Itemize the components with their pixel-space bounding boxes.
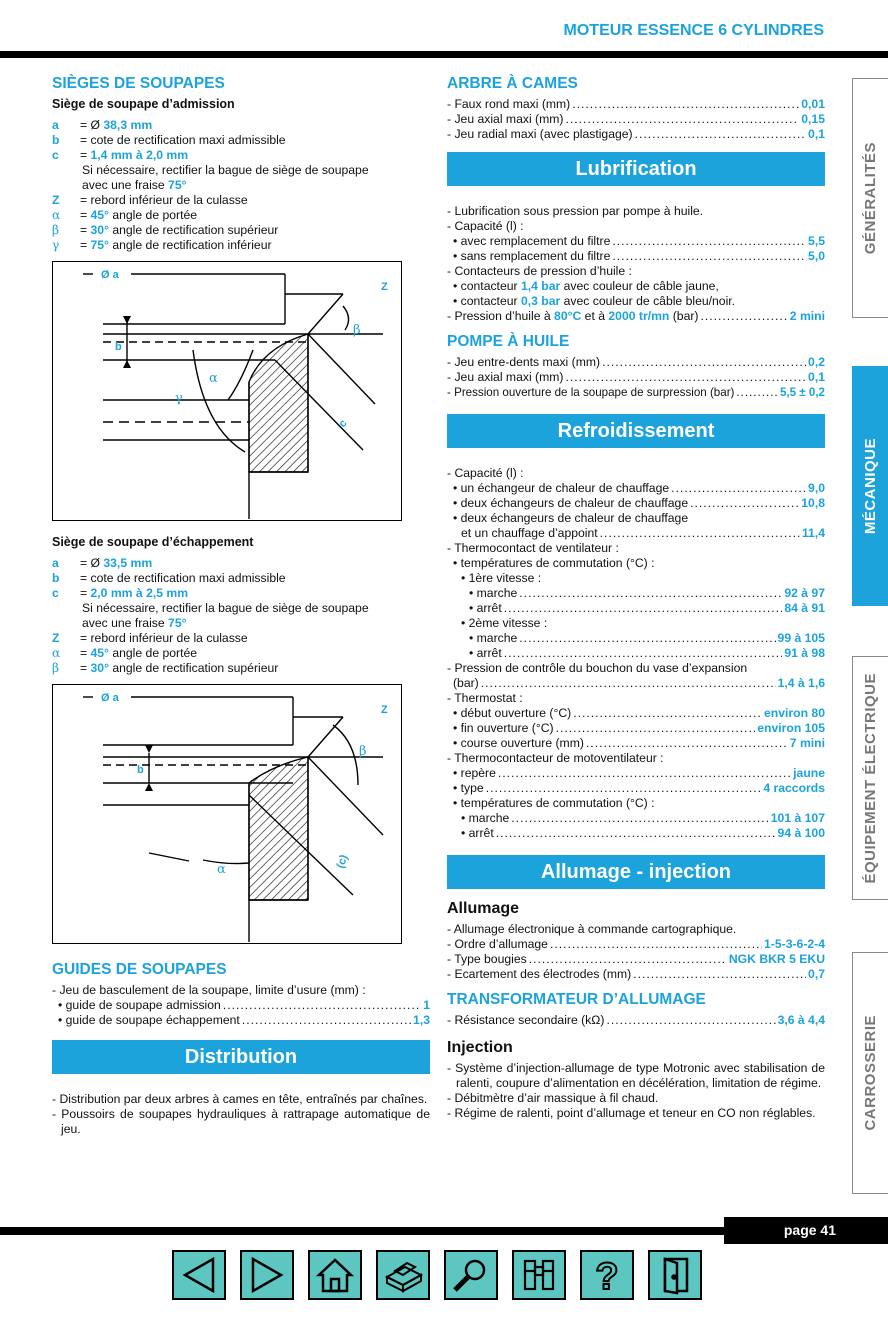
help-icon — [585, 1255, 629, 1295]
ref-row: • arrêt ..... 94 à 100 — [447, 826, 825, 841]
ref-row: • type ..... 4 raccords — [447, 781, 825, 796]
print-icon — [381, 1255, 425, 1295]
ref-row: • deux échangeurs de chaleur de chauffage ..... 10,8 — [447, 496, 825, 511]
ref-row: • marche ..... 101 à 107 — [447, 811, 825, 826]
diagram2-label-z: Z — [381, 704, 388, 716]
side-tab-carrosserie[interactable]: CARROSSERIE — [852, 952, 888, 1194]
lub-line: - Lubrification sous pression par pompe à huile. — [447, 204, 704, 218]
admission-seat-drawing — [53, 262, 400, 519]
search-icon — [449, 1255, 493, 1295]
section-band-allumage-injection: Allumage - injection — [447, 855, 825, 889]
section-title-guides: GUIDES DE SOUPAPES — [52, 961, 227, 978]
ref-row: • arrêt ..... 84 à 91 — [447, 601, 825, 616]
ref-row: • fin ouverture (°C) ..... environ 105 — [447, 721, 825, 736]
lub-pression: - Pression d’huile à 80°C et à 2000 tr/mn (bar) ..... 2 mini — [447, 309, 825, 324]
ref-row: • un échangeur de chaleur de chauffage ..... 9,0 — [447, 481, 825, 496]
arbre-row: - Faux rond maxi (mm) ..... 0,01 — [447, 97, 825, 112]
ref-row: • course ouverture (mm) ..... 7 mini — [447, 736, 825, 751]
ref-row: • repère ..... jaune — [447, 766, 825, 781]
ref-row: (bar) ..... 1,4 à 1,6 — [447, 676, 825, 691]
lub-row-sans: • sans remplacement du filtre ..... 5,0 — [447, 249, 825, 264]
lub-row-avec: • avec remplacement du filtre ..... 5,5 — [447, 234, 825, 249]
side-tab-generalites[interactable]: GÉNÉRALITÉS — [852, 78, 888, 318]
diagram-label-beta: β — [353, 323, 361, 338]
diagram2-label-c: (c) — [334, 853, 351, 871]
lub-contacteurs: - Contacteurs de pression d’huile : — [447, 264, 632, 278]
lub-contacteur-2: • contacteur 0,3 bar avec couleur de câble bleu/noir. — [453, 294, 736, 308]
diagram-label-oa: Ø a — [101, 269, 119, 281]
injection-line: - Régime de ralenti, point d’allumage et teneur en CO non réglables. — [447, 1106, 816, 1120]
section-title-arbre: ARBRE À CAMES — [447, 75, 578, 92]
navigation-toolbar — [172, 1250, 702, 1300]
document-header-title: MOTEUR ESSENCE 6 CYLINDRES — [563, 22, 824, 39]
exit-icon — [653, 1255, 697, 1295]
binoculars-icon — [517, 1255, 561, 1295]
section-title-pompe: POMPE À HUILE — [447, 333, 570, 350]
transfo-row: - Résistance secondaire (kΩ) ..... 3,6 à 4,4 — [447, 1013, 825, 1028]
injection-line: - Débitmètre d’air massique à fil chaud. — [447, 1091, 659, 1105]
header-rule — [0, 51, 888, 58]
distribution-line-2: - Poussoirs de soupapes hydrauliques à rattrapage automatique de jeu. — [52, 1107, 430, 1136]
ref-line: • 1ère vitesse : — [461, 571, 542, 585]
diagram-label-z: Z — [381, 281, 388, 293]
pompe-row: - Jeu entre-dents maxi (mm) ..... 0,2 — [447, 355, 825, 370]
allumage-row: - Type bougies ..... NGK BKR 5 EKU — [447, 952, 825, 967]
echappement-title: Siège de soupape d’échappement — [52, 535, 254, 549]
arbre-row: - Jeu axial maxi (mm) ..... 0,15 — [447, 112, 825, 127]
previous-icon — [177, 1255, 221, 1295]
side-tab-mecanique[interactable]: MÉCANIQUE — [852, 366, 888, 606]
guide-row-admission: • guide de soupape admission ..... 1 — [52, 998, 430, 1013]
right-column — [447, 76, 825, 1121]
next-page-button[interactable] — [240, 1250, 294, 1300]
left-column — [52, 76, 430, 1137]
diagram-label-alpha: α — [209, 371, 218, 386]
allumage-row: - Ecartement des électrodes (mm) ..... 0,7 — [447, 967, 825, 982]
ref-line: - Thermocontacteur de motoventilateur : — [447, 751, 664, 765]
subsection-allumage: Allumage — [447, 900, 520, 917]
home-icon — [313, 1255, 357, 1295]
side-tab-equipement-electrique[interactable]: ÉQUIPEMENT ÉLECTRIQUE — [852, 656, 888, 900]
ref-row: • marche ..... 92 à 97 — [447, 586, 825, 601]
ref-line: • températures de commutation (°C) : — [453, 796, 655, 810]
diagram-label-b: b — [115, 341, 122, 353]
diagram2-label-beta: β — [359, 744, 367, 759]
section-title-transfo: TRANSFORMATEUR D’ALLUMAGE — [447, 991, 706, 1008]
pompe-row: - Jeu axial maxi (mm) ..... 0,1 — [447, 370, 825, 385]
ref-row: • arrêt ..... 91 à 98 — [447, 646, 825, 661]
ref-capacite: - Capacité (l) : — [447, 466, 524, 480]
admission-title: Siège de soupape d’admission — [52, 97, 235, 111]
diagram-label-gamma: γ — [175, 391, 183, 406]
echappement-seat-drawing — [53, 685, 400, 942]
find-button[interactable] — [512, 1250, 566, 1300]
section-title-sieges: SIÈGES DE SOUPAPES — [52, 75, 225, 92]
ref-row: • marche ..... 99 à 105 — [447, 631, 825, 646]
echappement-seat-diagram — [52, 684, 402, 944]
previous-page-button[interactable] — [172, 1250, 226, 1300]
ref-line: - Thermostat : — [447, 691, 523, 705]
diagram2-label-oa: Ø a — [101, 692, 119, 704]
exit-button[interactable] — [648, 1250, 702, 1300]
ref-line: • deux échangeurs de chaleur de chauffage — [453, 511, 689, 525]
section-band-distribution: Distribution — [52, 1040, 430, 1074]
ref-line: - Thermocontact de ventilateur : — [447, 541, 619, 555]
diagram-label-c: c — [336, 417, 350, 431]
allumage-line: - Allumage électronique à commande cartographique. — [447, 922, 737, 936]
help-button[interactable] — [580, 1250, 634, 1300]
admission-specs: a = Ø 38,3 mm b = cote de rectification maxi admissible c = 1,4 mm à 2,0 mm Si nécessaire, rectifier la bague de siège de soupape avec une fraise 75° Z = rebord inférieur de la culasse α = 45° angle de portée β = 30° angle de rectification supérieur γ = 75° angle de rectification inférieur — [52, 118, 369, 252]
ref-line: • températures de commutation (°C) : — [453, 556, 655, 570]
guides-intro: - Jeu de basculement de la soupape, limite d’usure (mm) : — [52, 983, 366, 997]
lub-capacite: - Capacité (l) : — [447, 219, 524, 233]
allumage-row: - Ordre d’allumage ..... 1-5-3-6-2-4 — [447, 937, 825, 952]
section-band-lubrification: Lubrification — [447, 152, 825, 186]
print-button[interactable] — [376, 1250, 430, 1300]
ref-row: • début ouverture (°C) ..... environ 80 — [447, 706, 825, 721]
search-button[interactable] — [444, 1250, 498, 1300]
next-icon — [245, 1255, 289, 1295]
subsection-injection: Injection — [447, 1039, 513, 1056]
svg-text:?: ? — [595, 1256, 619, 1295]
diagram2-label-b: b — [137, 764, 144, 776]
echappement-specs: a = Ø 33,5 mm b = cote de rectification maxi admissible c = 2,0 mm à 2,5 mm Si nécessaire, rectifier la bague de siège de soupape avec une fraise 75° Z = rebord inférieur de la culasse α = 45° angle de portée β = 30° angle de rectification supérieur — [52, 556, 369, 675]
arbre-row: - Jeu radial maxi (avec plastigage) ..... 0,1 — [447, 127, 825, 142]
admission-seat-diagram — [52, 261, 402, 521]
ref-row: et un chauffage d’appoint ..... 11,4 — [447, 526, 825, 541]
home-button[interactable] — [308, 1250, 362, 1300]
section-band-refroidissement: Refroidissement — [447, 414, 825, 448]
page-number: page 41 — [724, 1217, 888, 1244]
distribution-line-1: - Distribution par deux arbres à cames en tête, entraînés par chaînes. — [52, 1092, 428, 1106]
lub-contacteur-1: • contacteur 1,4 bar avec couleur de câble jaune, — [453, 279, 719, 293]
ref-line: • 2ème vitesse : — [461, 616, 548, 630]
pompe-row: - Pression ouverture de la soupape de surpression (bar) ..... 5,5 ± 0,2 — [447, 385, 825, 400]
guide-row-echappement: • guide de soupape échappement ..... 1,3 — [52, 1013, 430, 1028]
ref-line: - Pression de contrôle du bouchon du vase d’expansion — [447, 661, 748, 675]
injection-line: - Système d’injection-allumage de type Motronic avec stabilisation de ralenti, coupure d’alimentation en décélération, limitation de régime. — [447, 1061, 825, 1090]
diagram2-label-alpha: α — [217, 862, 226, 877]
